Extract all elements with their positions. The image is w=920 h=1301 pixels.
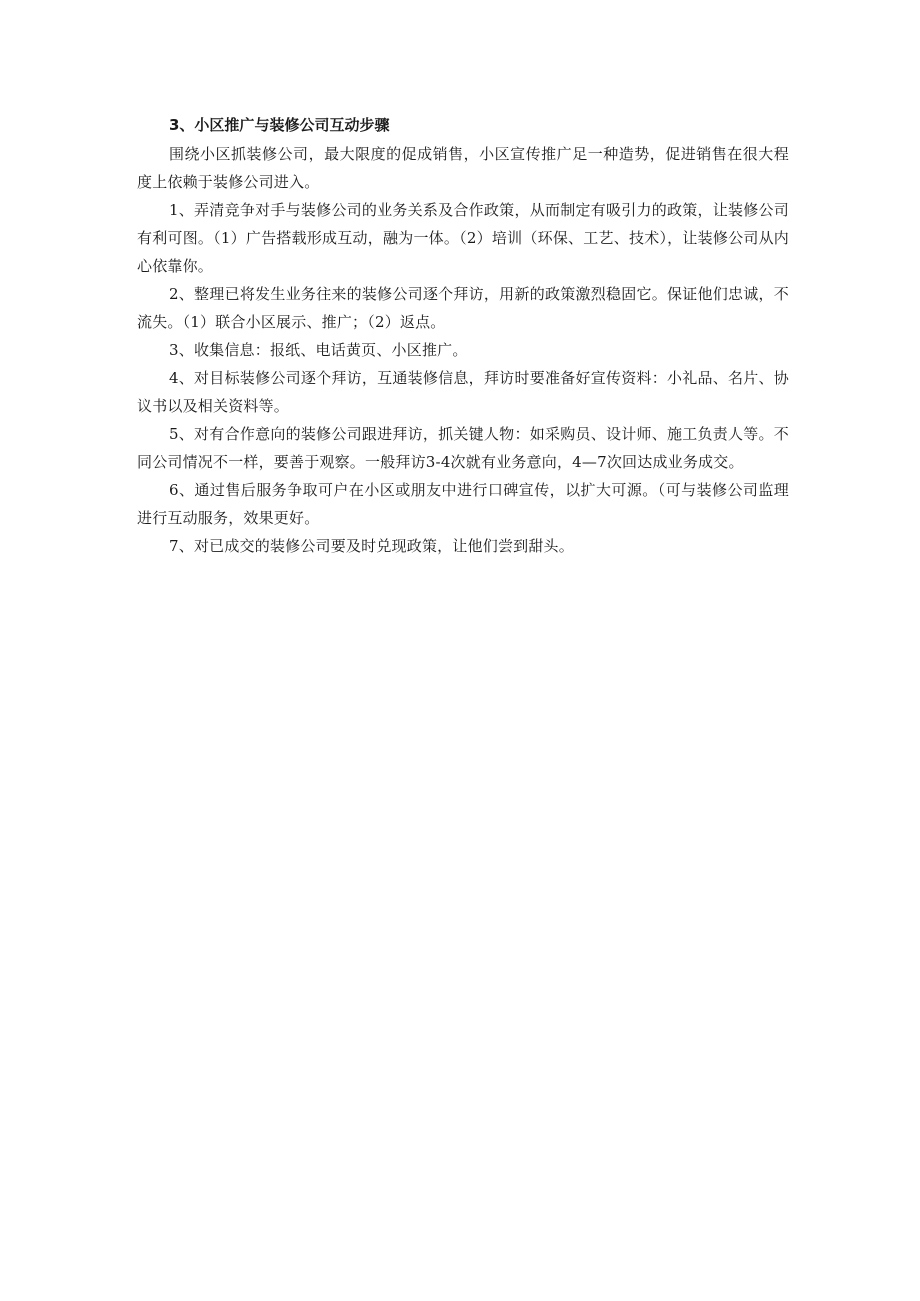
paragraph-step-2: 2、整理已将发生业务往来的装修公司逐个拜访，用新的政策激烈稳固它。保证他们忠诚，不流失。（1）联合小区展示、推广；（2）返点。 xyxy=(137,285,789,331)
paragraph-step-4: 4、对目标装修公司逐个拜访，互通装修信息，拜访时要准备好宣传资料：小礼品、名片、协议书以及相关资料等。 xyxy=(137,369,789,415)
document-page xyxy=(137,111,789,560)
paragraph-step-3: 3、收集信息：报纸、电话黄页、小区推广。 xyxy=(169,341,468,359)
paragraph-step-6: 6、通过售后服务争取可户在小区或朋友中进行口碑宣传，以扩大可源。（可与装修公司监理进行互动服务，效果更好。 xyxy=(137,481,789,527)
paragraph-intro: 围绕小区抓装修公司，最大限度的促成销售，小区宣传推广足一种造势，促进销售在很大程度上依赖于装修公司进入。 xyxy=(137,145,789,191)
paragraph-step-1: 1、弄清竞争对手与装修公司的业务关系及合作政策，从而制定有吸引力的政策，让装修公司有利可图。（1）广告搭载形成互动，融为一体。（2）培训（环保、工艺、技术），让装修公司从内心依靠你。 xyxy=(137,201,789,275)
paragraph-step-7: 7、对已成交的装修公司要及时兑现政策，让他们尝到甜头。 xyxy=(169,537,574,555)
paragraph-step-5: 5、对有合作意向的装修公司跟进拜访，抓关键人物：如采购员、设计师、施工负责人等。不同公司情况不一样，要善于观察。一般拜访3-4次就有业务意向，4—7次回达成业务成交。 xyxy=(137,425,789,471)
section-heading: 3、小区推广与装修公司互动步骤 xyxy=(169,116,390,134)
